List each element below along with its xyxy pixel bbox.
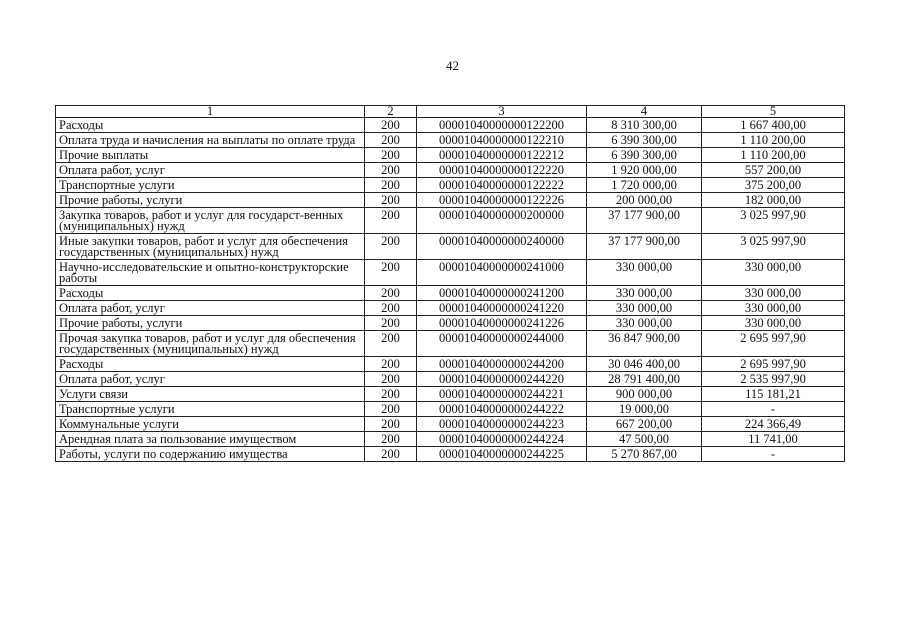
row-code-cell: 200 [365,260,417,286]
row-name-cell: Научно-исследовательские и опытно-конструкторские работы [56,260,365,286]
row-plan-cell: 37 177 900,00 [587,208,702,234]
row-kbk-cell: 00001040000000122212 [417,148,587,163]
row-code-cell: 200 [365,118,417,133]
row-plan-cell: 6 390 300,00 [587,148,702,163]
row-kbk-cell: 00001040000000244220 [417,372,587,387]
table-row [56,208,845,234]
row-kbk-cell: 00001040000000244223 [417,417,587,432]
row-name-cell: Оплата труда и начисления на выплаты по оплате труда [56,133,365,148]
row-kbk-cell: 00001040000000241220 [417,301,587,316]
row-fact-cell: 2 695 997,90 [702,331,845,357]
row-plan-cell: 5 270 867,00 [587,447,702,462]
row-kbk-cell: 00001040000000122220 [417,163,587,178]
table-row [56,118,845,133]
row-code-cell: 200 [365,357,417,372]
row-fact-cell: 3 025 997,90 [702,234,845,260]
table-row [56,331,845,357]
row-fact-cell: 115 181,21 [702,387,845,402]
row-fact-cell: - [702,447,845,462]
row-kbk-cell: 00001040000000122222 [417,178,587,193]
row-kbk-cell: 00001040000000244000 [417,331,587,357]
row-code-cell: 200 [365,447,417,462]
row-name-cell: Транспортные услуги [56,402,365,417]
row-fact-cell: 2 535 997,90 [702,372,845,387]
row-code-cell: 200 [365,286,417,301]
row-kbk-cell: 00001040000000122200 [417,118,587,133]
row-code-cell: 200 [365,387,417,402]
row-plan-cell: 8 310 300,00 [587,118,702,133]
row-fact-cell: 224 366,49 [702,417,845,432]
row-fact-cell: 375 200,00 [702,178,845,193]
budget-table [55,105,845,462]
row-name-cell: Прочие работы, услуги [56,193,365,208]
table-row [56,316,845,331]
row-code-cell: 200 [365,301,417,316]
table-row [56,286,845,301]
row-name-cell: Оплата работ, услуг [56,301,365,316]
row-code-cell: 200 [365,178,417,193]
row-fact-cell: 1 110 200,00 [702,133,845,148]
table-row [56,402,845,417]
row-name-cell: Закупка товаров, работ и услуг для государст-венных (муниципальных) нужд [56,208,365,234]
row-plan-cell: 36 847 900,00 [587,331,702,357]
row-name-cell: Иные закупки товаров, работ и услуг для обеспечения государственных (муниципальных) нужд [56,234,365,260]
table-row [56,432,845,447]
table-row [56,193,845,208]
row-plan-cell: 200 000,00 [587,193,702,208]
row-plan-cell: 900 000,00 [587,387,702,402]
row-kbk-cell: 00001040000000240000 [417,234,587,260]
row-code-cell: 200 [365,193,417,208]
table-header-row [56,106,845,118]
row-code-cell: 200 [365,432,417,447]
row-plan-cell: 330 000,00 [587,316,702,331]
row-code-cell: 200 [365,133,417,148]
table-row [56,301,845,316]
column-header: 4 [587,106,702,118]
row-plan-cell: 1 920 000,00 [587,163,702,178]
row-code-cell: 200 [365,417,417,432]
row-fact-cell: 330 000,00 [702,286,845,301]
row-name-cell: Услуги связи [56,387,365,402]
row-name-cell: Транспортные услуги [56,178,365,193]
row-name-cell: Работы, услуги по содержанию имущества [56,447,365,462]
table-row [56,163,845,178]
row-code-cell: 200 [365,163,417,178]
row-kbk-cell: 00001040000000244225 [417,447,587,462]
row-fact-cell: 1 667 400,00 [702,118,845,133]
row-plan-cell: 30 046 400,00 [587,357,702,372]
row-fact-cell: 1 110 200,00 [702,148,845,163]
table-row [56,387,845,402]
column-header: 1 [56,106,365,118]
row-kbk-cell: 00001040000000244200 [417,357,587,372]
row-code-cell: 200 [365,331,417,357]
column-header: 5 [702,106,845,118]
row-name-cell: Расходы [56,118,365,133]
row-fact-cell: 11 741,00 [702,432,845,447]
row-code-cell: 200 [365,148,417,163]
row-fact-cell: - [702,402,845,417]
row-name-cell: Арендная плата за пользование имуществом [56,432,365,447]
row-fact-cell: 330 000,00 [702,316,845,331]
row-name-cell: Оплата работ, услуг [56,163,365,178]
row-fact-cell: 330 000,00 [702,301,845,316]
row-name-cell: Коммунальные услуги [56,417,365,432]
row-code-cell: 200 [365,372,417,387]
table-row [56,417,845,432]
row-name-cell: Прочие выплаты [56,148,365,163]
row-kbk-cell: 00001040000000244224 [417,432,587,447]
row-plan-cell: 330 000,00 [587,260,702,286]
row-plan-cell: 19 000,00 [587,402,702,417]
row-kbk-cell: 00001040000000241200 [417,286,587,301]
row-kbk-cell: 00001040000000122226 [417,193,587,208]
row-name-cell: Оплата работ, услуг [56,372,365,387]
row-kbk-cell: 00001040000000241226 [417,316,587,331]
table-row [56,357,845,372]
row-fact-cell: 3 025 997,90 [702,208,845,234]
table-body [56,118,845,462]
row-kbk-cell: 00001040000000241000 [417,260,587,286]
row-code-cell: 200 [365,208,417,234]
row-kbk-cell: 00001040000000244222 [417,402,587,417]
row-plan-cell: 330 000,00 [587,301,702,316]
column-header: 2 [365,106,417,118]
table-row [56,447,845,462]
row-kbk-cell: 00001040000000122210 [417,133,587,148]
row-fact-cell: 330 000,00 [702,260,845,286]
row-plan-cell: 330 000,00 [587,286,702,301]
row-name-cell: Прочая закупка товаров, работ и услуг для обеспечения государственных (муниципальных) нужд [56,331,365,357]
row-kbk-cell: 00001040000000200000 [417,208,587,234]
row-plan-cell: 37 177 900,00 [587,234,702,260]
table-row [56,148,845,163]
row-plan-cell: 6 390 300,00 [587,133,702,148]
table-row [56,178,845,193]
row-plan-cell: 28 791 400,00 [587,372,702,387]
table-row [56,260,845,286]
row-name-cell: Расходы [56,357,365,372]
row-code-cell: 200 [365,402,417,417]
row-plan-cell: 47 500,00 [587,432,702,447]
table-row [56,372,845,387]
row-name-cell: Прочие работы, услуги [56,316,365,331]
row-plan-cell: 1 720 000,00 [587,178,702,193]
row-plan-cell: 667 200,00 [587,417,702,432]
row-fact-cell: 557 200,00 [702,163,845,178]
row-code-cell: 200 [365,234,417,260]
row-kbk-cell: 00001040000000244221 [417,387,587,402]
row-code-cell: 200 [365,316,417,331]
table-row [56,234,845,260]
column-header: 3 [417,106,587,118]
row-fact-cell: 2 695 997,90 [702,357,845,372]
table-row [56,133,845,148]
row-name-cell: Расходы [56,286,365,301]
row-fact-cell: 182 000,00 [702,193,845,208]
page-number: 42 [446,58,459,73]
